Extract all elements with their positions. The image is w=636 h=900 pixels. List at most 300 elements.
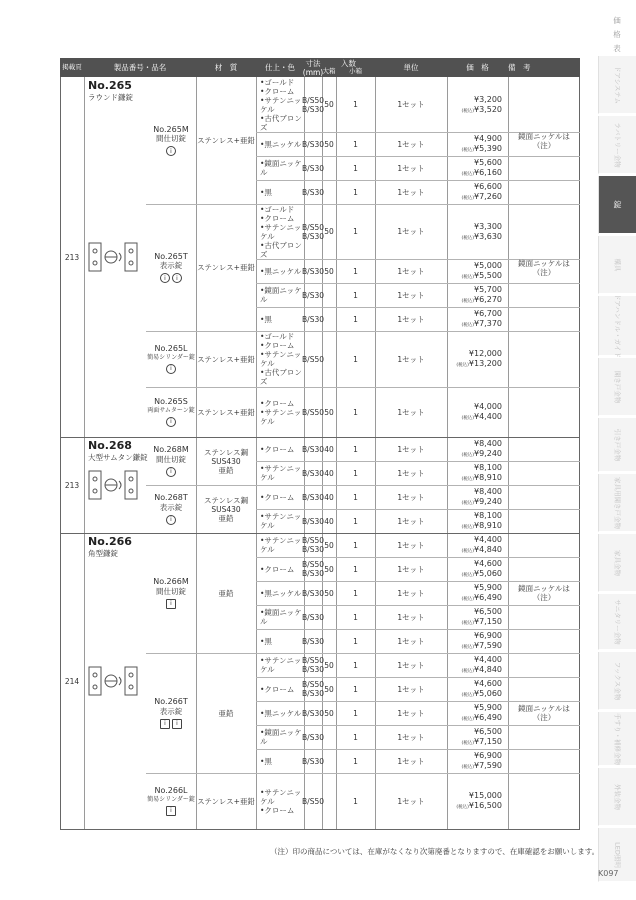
qty-big: 50 <box>324 227 334 236</box>
finish-item: •ゴールド <box>260 332 295 341</box>
material-text: ステンレス+亜鉛 <box>197 796 255 806</box>
material-text: ステンレス+亜鉛 <box>197 263 255 272</box>
price-tax-included: (税込)¥4,400 <box>461 412 502 421</box>
unit: 1セット <box>397 684 425 694</box>
unit: 1セット <box>397 187 425 197</box>
material-text: 亜鉛 <box>218 588 234 598</box>
note-cell <box>508 204 580 331</box>
size-value: B/S30 <box>302 708 324 718</box>
qty-big: 40 <box>324 444 334 454</box>
size-value: B/S50 <box>302 796 324 806</box>
price: ¥15,000 <box>468 791 502 801</box>
function-icon: i <box>166 364 176 374</box>
qty-small: 1 <box>353 354 358 364</box>
size-value: B/S30 <box>302 444 324 454</box>
series-name: ラウンド鎌錠 <box>88 93 133 102</box>
model-number: No.266M <box>153 577 189 587</box>
header-qty: 入数 <box>341 58 356 68</box>
category-tab[interactable]: 開き戸金物 <box>598 358 636 416</box>
category-tab[interactable]: 家具用開き戸金物 <box>598 474 636 532</box>
finish-cell <box>256 773 304 829</box>
qty-big: 50 <box>324 660 334 670</box>
category-tab[interactable]: ラバトリー金物 <box>598 116 636 174</box>
price-cell <box>447 485 508 509</box>
price: ¥5,900 <box>474 583 502 593</box>
finish-cell <box>256 204 304 259</box>
qty-small: 1 <box>353 290 358 300</box>
note-cell <box>508 653 580 773</box>
function-icon: i <box>166 599 176 609</box>
function-icon: i <box>166 515 176 525</box>
price-tax-included: (税込)¥6,270 <box>461 295 502 304</box>
finish-item: •黒ニッケル <box>260 708 302 718</box>
size-cell <box>304 605 322 629</box>
price: ¥6,900 <box>474 631 502 641</box>
unit: 1セット <box>397 708 425 718</box>
price-cell <box>447 629 508 653</box>
unit: 1セット <box>397 444 425 454</box>
finish-item: •古代ブロンズ <box>260 368 302 386</box>
price-tax-included: (税込)¥5,060 <box>461 689 502 698</box>
qty-big <box>322 180 336 204</box>
finish-item: •ゴールド <box>260 204 295 214</box>
finish-item: •黒 <box>260 636 272 646</box>
size-value: B/S30 <box>302 665 324 674</box>
finish-item: •クローム <box>260 444 295 454</box>
price: ¥5,900 <box>474 703 502 713</box>
size-value: B/S30 <box>302 689 324 698</box>
finish-item: •黒 <box>260 756 272 766</box>
unit: 1セット <box>397 468 425 478</box>
note-cell <box>508 387 580 437</box>
category-tab[interactable]: 外装金物 <box>598 768 636 826</box>
function-icon: i <box>160 273 170 283</box>
price-cell <box>447 307 508 331</box>
price-tax-included: (税込)¥6,490 <box>461 713 502 722</box>
price: ¥3,200 <box>474 94 502 104</box>
qty-small: 1 <box>353 588 358 598</box>
unit: 1セット <box>397 516 425 526</box>
model-cell <box>146 653 196 773</box>
size-value: B/S30 <box>302 588 324 598</box>
finish-item: •黒 <box>260 314 272 324</box>
qty-small: 1 <box>353 708 358 718</box>
finish-cell <box>256 533 304 557</box>
series-name: 大型サムタン鎌錠 <box>88 453 148 462</box>
price-tax-included: (税込)¥3,630 <box>461 231 502 241</box>
finish-item: •サテンニッケル <box>260 536 302 554</box>
finish-item: •クローム <box>260 86 295 96</box>
unit: 1セット <box>397 100 425 109</box>
unit: 1セット <box>397 266 425 276</box>
material-cell <box>196 331 256 387</box>
qty-small: 1 <box>353 407 358 417</box>
price-tax-included: (税込)¥6,490 <box>461 593 502 602</box>
finish-item: •黒 <box>260 187 272 197</box>
category-tab[interactable]: ドアシステム <box>598 56 636 114</box>
price-cell <box>447 533 508 557</box>
size-value: B/S30 <box>302 545 324 554</box>
price-tax-included: (税込)¥8,910 <box>461 521 502 530</box>
note-text: （注） <box>532 267 556 277</box>
note-text: 鏡面ニッケルは <box>518 584 570 593</box>
qty-big: 50 <box>324 564 334 574</box>
qty-small: 1 <box>353 732 358 742</box>
page-ref: 214 <box>64 676 80 686</box>
qty-big: 50 <box>324 139 334 149</box>
size-value: B/S30 <box>302 516 324 526</box>
size-value: B/S30 <box>302 468 324 478</box>
size-cell <box>304 180 322 204</box>
size-value: B/S30 <box>302 290 324 300</box>
price-cell <box>447 773 508 829</box>
header-qty-big: 大箱 <box>322 67 336 76</box>
finish-cell <box>256 557 304 581</box>
size-cell <box>304 725 322 749</box>
unit: 1セット <box>397 407 425 417</box>
finish-cell <box>256 461 304 485</box>
price-tax-included: (税込)¥5,390 <box>461 144 502 153</box>
finish-cell <box>256 581 304 605</box>
finish-item: •黒ニッケル <box>260 588 302 598</box>
price-cell <box>447 749 508 773</box>
size-value: B/S30 <box>302 139 324 149</box>
material-text: 亜鉛 <box>218 513 234 523</box>
category-tab[interactable]: 手すり・補修金物 <box>598 712 636 766</box>
size-cell <box>304 629 322 653</box>
lock-illustration <box>87 665 143 697</box>
finish-item: •クローム <box>260 564 295 574</box>
price-cell <box>447 605 508 629</box>
size-cell <box>304 701 322 725</box>
finish-cell <box>256 725 304 749</box>
category-tabs <box>598 0 636 868</box>
size-value: B/S30 <box>302 492 324 502</box>
price: ¥5,700 <box>474 285 502 295</box>
header-qty-small: 小箱 <box>349 67 362 76</box>
unit: 1セット <box>397 732 425 742</box>
material-text: SUS430 <box>211 504 241 514</box>
finish-cell <box>256 132 304 156</box>
price-tax-included: (税込)¥16,500 <box>456 801 502 810</box>
page-ref: 213 <box>64 480 80 490</box>
material-cell <box>196 773 256 829</box>
qty-big: 50 <box>324 540 334 550</box>
material-cell <box>196 653 256 773</box>
unit: 1セット <box>397 227 425 236</box>
size-cell <box>304 749 322 773</box>
finish-cell <box>256 307 304 331</box>
model-cell <box>146 331 196 387</box>
price-cell <box>447 180 508 204</box>
series-number: No.266 <box>88 535 132 548</box>
unit: 1セット <box>397 636 425 646</box>
price: ¥4,400 <box>474 535 502 545</box>
price-tax-included: (税込)¥7,590 <box>461 641 502 650</box>
price-cell <box>447 581 508 605</box>
series-number: No.265 <box>88 79 132 92</box>
category-tab[interactable]: フックス金物 <box>598 652 636 710</box>
page-ref: 213 <box>64 252 80 262</box>
size-cell <box>304 677 322 701</box>
category-tab[interactable]: 構具 <box>598 236 636 294</box>
price-cell <box>447 701 508 725</box>
qty-small: 1 <box>353 187 358 197</box>
qty-small: 1 <box>353 444 358 454</box>
qty-big <box>322 725 336 749</box>
finish-cell <box>256 653 304 677</box>
finish-cell <box>256 701 304 725</box>
price: ¥6,600 <box>474 182 502 192</box>
note-cell <box>508 773 580 829</box>
size-cell <box>304 387 322 437</box>
price-table <box>60 58 580 844</box>
price-tax-included: (税込)¥7,260 <box>461 192 502 201</box>
model-cell <box>146 773 196 829</box>
material-cell <box>196 77 256 204</box>
model-cell <box>146 485 196 533</box>
note-text: 鏡面ニッケルは <box>518 258 570 268</box>
qty-big <box>322 331 336 387</box>
finish-cell <box>256 387 304 437</box>
model-type: 表示錠 <box>159 502 183 512</box>
model-type: 表示錠 <box>159 706 183 716</box>
finish-item: •ゴールド <box>260 77 295 87</box>
size-cell <box>304 77 322 132</box>
material-text: 亜鉛 <box>218 465 234 475</box>
price: ¥4,900 <box>474 134 502 144</box>
qty-small: 1 <box>353 636 358 646</box>
qty-big: 50 <box>324 708 334 718</box>
qty-big: 50 <box>324 684 334 694</box>
size-cell <box>304 437 322 461</box>
unit: 1セット <box>397 314 425 324</box>
header-product: 製品番号・品名 <box>113 63 167 72</box>
material-text: ステンレス鋼 <box>203 447 249 457</box>
finish-item: •サテンニッケル <box>260 464 302 482</box>
material-text: ステンレス+亜鉛 <box>197 354 255 364</box>
price-cell <box>447 331 508 387</box>
material-text: 亜鉛 <box>218 708 234 718</box>
model-type: 間仕切錠 <box>156 454 186 464</box>
function-icon: i <box>166 417 176 427</box>
price-tax-included: (税込)¥9,240 <box>461 449 502 458</box>
finish-item: •鏡面ニッケル <box>260 728 302 746</box>
price: ¥3,300 <box>474 221 502 231</box>
finish-item: •クローム <box>260 684 295 694</box>
function-icon: i <box>160 719 170 729</box>
size-value: B/S50 <box>302 222 324 232</box>
finish-item: •鏡面ニッケル <box>260 286 302 304</box>
finish-item: •鏡面ニッケル <box>260 608 302 626</box>
finish-cell <box>256 331 304 387</box>
material-text: SUS430 <box>211 456 241 466</box>
price-cell <box>447 77 508 132</box>
size-value: B/S50 <box>302 354 324 364</box>
qty-small: 1 <box>353 516 358 526</box>
category-tab[interactable]: 引き戸金物 <box>598 418 636 472</box>
size-value: B/S30 <box>302 314 324 324</box>
finish-item: •サテンニッケル <box>260 787 302 806</box>
size-cell <box>304 283 322 307</box>
function-icon: i <box>172 273 182 283</box>
size-value: B/S30 <box>302 187 324 197</box>
header-finish: 仕上・色 <box>265 63 295 72</box>
category-tab[interactable]: 錠 <box>598 176 636 234</box>
size-value: B/S50 <box>302 680 324 689</box>
category-tab[interactable]: ドアハンドル・ガイド <box>598 296 636 356</box>
header-unit: 単位 <box>403 63 419 72</box>
finish-cell <box>256 629 304 653</box>
qty-small: 1 <box>353 660 358 670</box>
qty-small: 1 <box>353 756 358 766</box>
material-text: ステンレス+亜鉛 <box>197 136 255 145</box>
qty-small: 1 <box>353 468 358 478</box>
size-value: B/S30 <box>302 636 324 646</box>
qty-big: 50 <box>324 100 334 109</box>
unit: 1セット <box>397 354 425 364</box>
price-cell <box>447 259 508 283</box>
finish-cell <box>256 437 304 461</box>
qty-big <box>322 605 336 629</box>
finish-item: •黒ニッケル <box>260 139 302 149</box>
model-number: No.265L <box>154 344 188 354</box>
price: ¥6,700 <box>474 309 502 319</box>
qty-small: 1 <box>353 163 358 173</box>
series-name: 角型鎌錠 <box>88 549 118 558</box>
size-value: B/S30 <box>302 756 324 766</box>
finish-item: •クローム <box>260 492 295 502</box>
finish-cell <box>256 180 304 204</box>
price-cell <box>447 283 508 307</box>
header-size: 寸法 (mm) <box>302 58 324 77</box>
price-cell <box>447 557 508 581</box>
qty-big <box>322 307 336 331</box>
model-number: No.268T <box>154 493 188 503</box>
header-price: 価 格 <box>466 63 489 72</box>
model-number: No.268M <box>153 445 189 455</box>
header-note: 備 考 <box>508 63 531 72</box>
price-tax-included: (税込)¥5,060 <box>461 569 502 578</box>
size-cell <box>304 259 322 283</box>
finish-cell <box>256 749 304 773</box>
finish-item: •古代ブロンズ <box>260 240 302 259</box>
price-tax-included: (税込)¥13,200 <box>456 359 502 368</box>
finish-cell <box>256 259 304 283</box>
footnote: （注）印の商品については、在庫がなくなり次第廃番となりますので、在庫確認をお願いします。 <box>270 847 600 856</box>
note-text: （注） <box>532 593 556 602</box>
size-value: B/S50 <box>302 560 324 569</box>
finish-item: •クローム <box>260 398 295 408</box>
price-tax-included: (税込)¥9,240 <box>461 497 502 506</box>
model-number: No.266T <box>154 697 188 707</box>
size-value: B/S30 <box>302 732 324 742</box>
price-cell <box>447 132 508 156</box>
size-value: B/S30 <box>302 569 324 578</box>
size-cell <box>304 773 322 829</box>
category-tab[interactable]: 家具金物 <box>598 534 636 592</box>
finish-item: •クローム <box>260 805 295 815</box>
size-cell <box>304 485 322 509</box>
qty-big <box>322 283 336 307</box>
price-cell <box>447 387 508 437</box>
finish-item: •黒ニッケル <box>260 266 302 276</box>
price-tax-included: (税込)¥4,840 <box>461 665 502 674</box>
finish-cell <box>256 77 304 132</box>
qty-small: 1 <box>353 540 358 550</box>
model-type: 簡易シリンダー錠 <box>147 353 195 361</box>
size-cell <box>304 533 322 557</box>
price-cell <box>447 437 508 461</box>
unit: 1セット <box>397 564 425 574</box>
category-tab[interactable]: サニタリー金物 <box>598 594 636 650</box>
size-cell <box>304 557 322 581</box>
model-type: 簡易シリンダー錠 <box>147 795 195 803</box>
model-number: No.265S <box>154 397 188 407</box>
finish-cell <box>256 605 304 629</box>
price: ¥6,500 <box>474 607 502 617</box>
finish-cell <box>256 677 304 701</box>
unit: 1セット <box>397 612 425 622</box>
qty-big: 50 <box>324 266 334 276</box>
unit: 1セット <box>397 139 425 149</box>
function-icon: i <box>172 719 182 729</box>
unit: 1セット <box>397 163 425 173</box>
price: ¥4,400 <box>474 655 502 665</box>
unit: 1セット <box>397 492 425 502</box>
qty-small: 1 <box>353 314 358 324</box>
qty-big: 50 <box>324 407 334 417</box>
qty-big: 50 <box>324 588 334 598</box>
finish-cell <box>256 509 304 533</box>
unit: 1セット <box>397 756 425 766</box>
model-type: 表示錠 <box>159 261 183 271</box>
price: ¥8,400 <box>474 487 502 497</box>
note-text: （注） <box>532 713 556 722</box>
qty-small: 1 <box>353 796 358 806</box>
series-number: No.268 <box>88 439 132 452</box>
model-number: No.265M <box>153 124 189 134</box>
unit: 1セット <box>397 290 425 300</box>
header-page: 掲載頁 <box>62 62 82 71</box>
finish-item: •サテンニッケル <box>260 350 302 368</box>
qty-big: 40 <box>324 492 334 502</box>
qty-small: 1 <box>353 266 358 276</box>
finish-cell <box>256 485 304 509</box>
size-value: B/S30 <box>302 163 324 173</box>
finish-item: •古代ブロンズ <box>260 113 302 132</box>
size-value: B/S50 <box>302 95 324 105</box>
index-title: 価 格 表 <box>613 16 621 53</box>
price: ¥4,000 <box>474 402 502 412</box>
material-cell <box>196 204 256 331</box>
size-cell <box>304 461 322 485</box>
price-tax-included: (税込)¥4,840 <box>461 545 502 554</box>
finish-cell <box>256 283 304 307</box>
note-text: 鏡面ニッケルは <box>518 131 570 141</box>
price: ¥4,600 <box>474 679 502 689</box>
qty-small: 1 <box>353 564 358 574</box>
price-cell <box>447 509 508 533</box>
finish-item: •サテンニッケル <box>260 222 302 241</box>
finish-cell <box>256 156 304 180</box>
size-cell <box>304 307 322 331</box>
model-type: 両面サムターン錠 <box>147 406 195 414</box>
finish-item: •サテンニッケル <box>260 407 302 426</box>
unit: 1セット <box>397 588 425 598</box>
note-cell <box>508 77 580 204</box>
category-tab[interactable]: LED照明 <box>598 828 636 882</box>
